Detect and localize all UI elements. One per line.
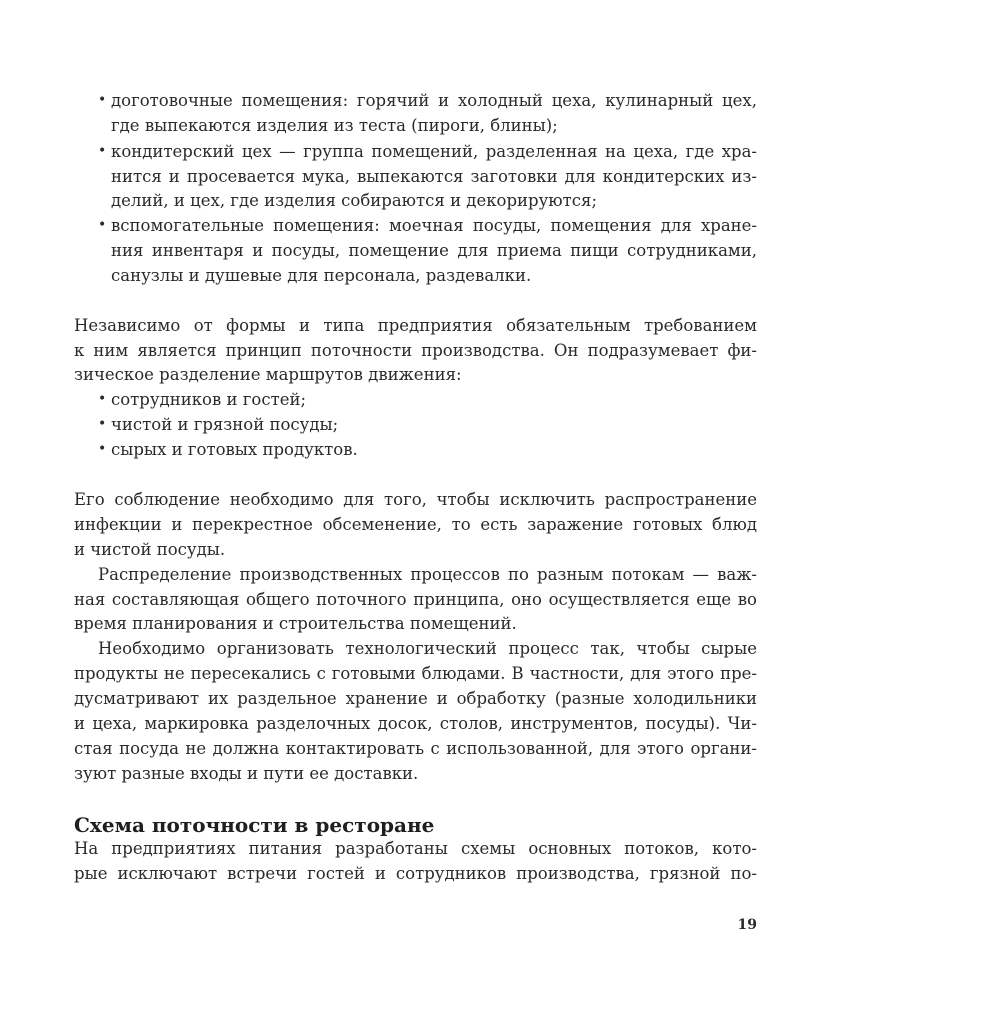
bullet-icon: • [98, 217, 107, 233]
text-line: инфекции и перекрестное обсеменение, то есть заражение готовых блюд [74, 515, 757, 534]
text-line: чистой и грязной посуды; [111, 415, 339, 434]
text-line: Его соблюдение необходимо для того, чтобы исключить распространение [74, 490, 757, 509]
text-line: кондитерский цех — группа помещений, разделенная на цеха, где хра- [111, 142, 757, 161]
text-line: Необходимо организовать технологический процесс так, чтобы сырые [98, 639, 757, 658]
text-line: рые исключают встречи гостей и сотрудников производства, грязной по- [74, 864, 757, 883]
page-number: 19 [737, 917, 757, 933]
text-line: к ним является принцип поточности производства. Он подразумевает фи- [74, 341, 757, 360]
text-line: и чистой посуды. [74, 540, 226, 559]
bullet-icon: • [98, 391, 107, 407]
text-line: Распределение производственных процессов по разным потокам — важ- [98, 565, 757, 584]
text-line: продукты не пересекались с готовыми блюдами. В частности, для этого пре- [74, 664, 757, 683]
section-heading: Схема поточности в ресторане [74, 813, 435, 837]
text-line: доготовочные помещения: горячий и холодный цеха, кулинарный цех, [111, 91, 757, 110]
text-line: Независимо от формы и типа предприятия обязательным требованием [74, 316, 757, 335]
text-line: ная составляющая общего поточного принципа, оно осуществляется еще во [74, 590, 757, 609]
text-line: сотрудников и гостей; [111, 390, 307, 409]
text-line: зуют разные входы и пути ее доставки. [74, 764, 419, 783]
text-line: зическое разделение маршрутов движения: [74, 365, 462, 384]
text-line: дусматривают их раздельное хранение и обработку (разные холодильники [74, 689, 757, 708]
text-line: На предприятиях питания разработаны схемы основных потоков, кото- [74, 839, 757, 858]
list-item [98, 437, 757, 462]
bullet-icon: • [98, 92, 107, 108]
text-line: ния инвентаря и посуды, помещение для приема пищи сотрудниками, [111, 241, 757, 260]
list-item [98, 387, 757, 412]
list-item [98, 213, 757, 238]
list-item [98, 88, 757, 113]
bullet-icon: • [98, 143, 107, 159]
text-line: нится и просевается мука, выпекаются заготовки для кондитерских из- [111, 167, 757, 186]
bullet-icon: • [98, 441, 107, 457]
text-line: и цеха, маркировка разделочных досок, столов, инструментов, посуды). Чи- [74, 714, 757, 733]
text-line: стая посуда не должна контактировать с использованной, для этого органи- [74, 739, 757, 758]
text-line: где выпекаются изделия из теста (пироги, блины); [111, 116, 558, 135]
list-item [98, 139, 757, 164]
bullet-icon: • [98, 416, 107, 432]
text-line: сырых и готовых продуктов. [111, 440, 358, 459]
text-line: вспомогательные помещения: моечная посуды, помещения для хране- [111, 216, 757, 235]
list-item [98, 412, 757, 437]
text-line: делий, и цех, где изделия собираются и декорируются; [111, 191, 598, 210]
text-line: время планирования и строительства помещений. [74, 614, 517, 633]
text-line: санузлы и душевые для персонала, раздевалки. [111, 266, 532, 285]
